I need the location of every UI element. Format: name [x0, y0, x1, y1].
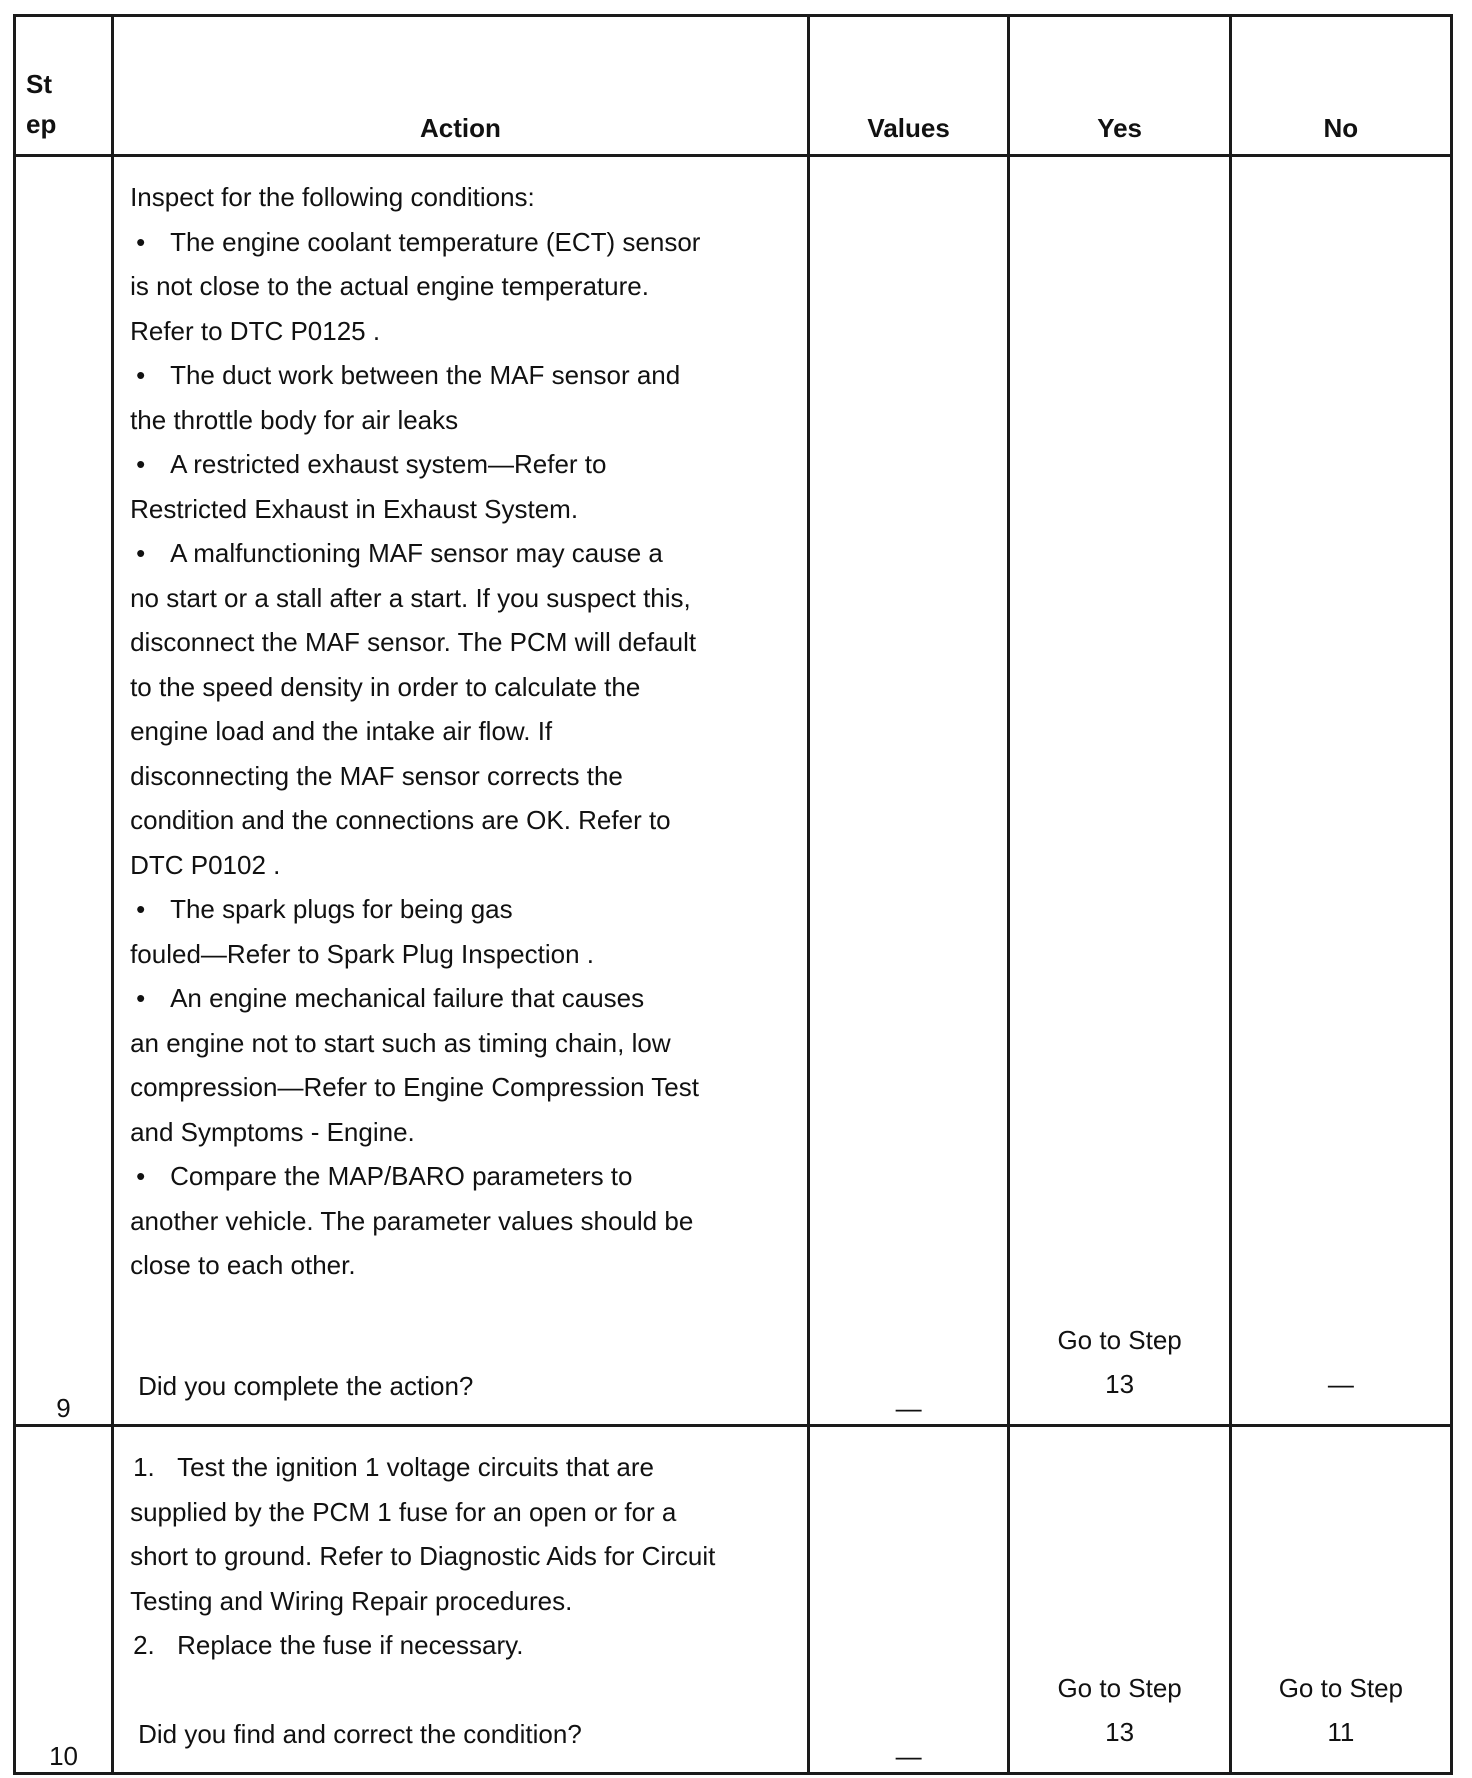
- bullet-text: compression—Refer to Engine Compression Test: [130, 1072, 699, 1102]
- bullet-line: [130, 398, 787, 443]
- step-line: [130, 1623, 787, 1668]
- action-cell: [113, 156, 809, 1426]
- numbered-steps: [130, 1445, 787, 1668]
- table-row: [15, 156, 1452, 1426]
- bullet-line: [130, 220, 787, 265]
- step-text: Replace the fuse if necessary.: [177, 1630, 524, 1660]
- bullet-text: disconnecting the MAF sensor corrects the: [130, 760, 623, 791]
- bullet-text: Compare the MAP/BARO parameters to: [170, 1161, 633, 1191]
- bullet-text: and Symptoms - Engine.: [130, 1116, 415, 1147]
- bullet-list: [130, 220, 787, 1288]
- step-text: supplied by the PCM 1 fuse for an open or for a: [130, 1496, 677, 1527]
- action-content: [130, 175, 787, 1288]
- header-no: No: [1230, 16, 1451, 156]
- bullet-text: to the speed density in order to calculate the: [130, 671, 641, 702]
- yes-goto-label: Go to Step: [1057, 1325, 1182, 1355]
- bullet-text: close to each other.: [130, 1250, 356, 1280]
- bullet-text: fouled—Refer to Spark Plug Inspection .: [130, 938, 595, 969]
- bullet-text: no start or a stall after a start. If you suspect this,: [130, 582, 691, 613]
- bullet-line: [130, 1110, 787, 1155]
- bullet-icon: •: [136, 1161, 146, 1191]
- bullet-line: [130, 843, 787, 888]
- header-step-line2: ep: [26, 109, 57, 139]
- header-action: Action: [113, 16, 809, 156]
- bullet-line: [130, 1065, 787, 1110]
- bullet-line: [130, 487, 787, 532]
- no-goto-label: Go to Step: [1278, 1673, 1404, 1703]
- step-text: Testing and Wiring Repair procedures.: [130, 1585, 573, 1616]
- bullet-line: [130, 620, 787, 665]
- bullet-text: DTC P0102 .: [130, 849, 281, 880]
- bullet-line: [130, 1021, 787, 1066]
- bullet-line: [130, 309, 787, 354]
- bullet-text: is not close to the actual engine temperature.: [130, 271, 649, 301]
- table-row: [15, 1426, 1452, 1774]
- bullet-line: [130, 798, 787, 843]
- bullet-text: condition and the connections are OK. Refer to: [130, 805, 671, 835]
- bullet-icon: •: [136, 983, 146, 1013]
- bullet-icon: •: [136, 226, 146, 257]
- bullet-line: [130, 887, 787, 932]
- yes-cell: [1009, 1426, 1230, 1774]
- step-line: [130, 1490, 787, 1535]
- bullet-text: an engine not to start such as timing chain, low: [130, 1027, 671, 1058]
- values-cell: —: [808, 156, 1009, 1426]
- bullet-text: Restricted Exhaust in Exhaust System.: [130, 493, 579, 524]
- values-cell: —: [808, 1426, 1009, 1774]
- bullet-icon: •: [136, 360, 146, 390]
- bullet-text: engine load and the intake air flow. If: [130, 716, 553, 746]
- bullet-text: A malfunctioning MAF sensor may cause a: [170, 538, 663, 568]
- action-question: Did you complete the action?: [138, 1371, 474, 1401]
- bullet-text: The spark plugs for being gas: [170, 894, 513, 924]
- bullet-line: [130, 1154, 787, 1199]
- bullet-icon: •: [136, 538, 146, 568]
- bullet-line: [130, 665, 787, 710]
- no-goto-step: 11: [1327, 1717, 1355, 1747]
- bullet-line: [130, 442, 787, 487]
- bullet-text: disconnect the MAF sensor. The PCM will default: [130, 627, 697, 657]
- step-line: [130, 1445, 787, 1490]
- bullet-line: [130, 932, 787, 977]
- header-row: [15, 16, 1452, 156]
- action-intro: Inspect for the following conditions:: [130, 182, 535, 212]
- bullet-line: [130, 1243, 787, 1288]
- step-line: [130, 1579, 787, 1624]
- bullet-icon: •: [136, 449, 146, 479]
- bullet-line: [130, 264, 787, 309]
- step-number: 9: [15, 156, 113, 1426]
- step-line: [130, 1534, 787, 1579]
- bullet-line: [130, 531, 787, 576]
- bullet-line: [130, 754, 787, 799]
- bullet-line: [130, 353, 787, 398]
- step-index: 2.: [133, 1630, 155, 1660]
- step-index: 1.: [133, 1452, 155, 1482]
- bullet-text: Refer to DTC P0125 .: [130, 315, 381, 346]
- no-cell: [1230, 1426, 1451, 1774]
- bullet-text: The engine coolant temperature (ECT) sensor: [170, 226, 701, 257]
- step-number: 10: [15, 1426, 113, 1774]
- header-values: Values: [808, 16, 1009, 156]
- bullet-text: An engine mechanical failure that causes: [170, 983, 645, 1013]
- bullet-text: A restricted exhaust system—Refer to: [170, 449, 607, 479]
- action-question: Did you find and correct the condition?: [138, 1719, 582, 1749]
- bullet-text: another vehicle. The parameter values should be: [130, 1205, 694, 1236]
- step-text: Test the ignition 1 voltage circuits that are: [177, 1452, 655, 1482]
- bullet-line: [130, 709, 787, 754]
- action-cell: [113, 1426, 809, 1774]
- no-cell: —: [1230, 156, 1451, 1426]
- bullet-line: [130, 976, 787, 1021]
- yes-goto-step: 13: [1105, 1369, 1135, 1399]
- header-step-line1: St: [26, 69, 52, 99]
- yes-cell: [1009, 156, 1230, 1426]
- bullet-text: The duct work between the MAF sensor and: [170, 360, 681, 390]
- bullet-line: [130, 576, 787, 621]
- diagnostic-table: [13, 14, 1453, 1775]
- header-step: [15, 16, 113, 156]
- bullet-line: [130, 1199, 787, 1244]
- bullet-icon: •: [136, 894, 146, 924]
- yes-goto-step: 13: [1105, 1717, 1135, 1747]
- step-text: short to ground. Refer to Diagnostic Aids for Circuit: [130, 1541, 716, 1571]
- bullet-text: the throttle body for air leaks: [130, 404, 459, 435]
- header-yes: Yes: [1009, 16, 1230, 156]
- yes-goto-label: Go to Step: [1057, 1673, 1182, 1703]
